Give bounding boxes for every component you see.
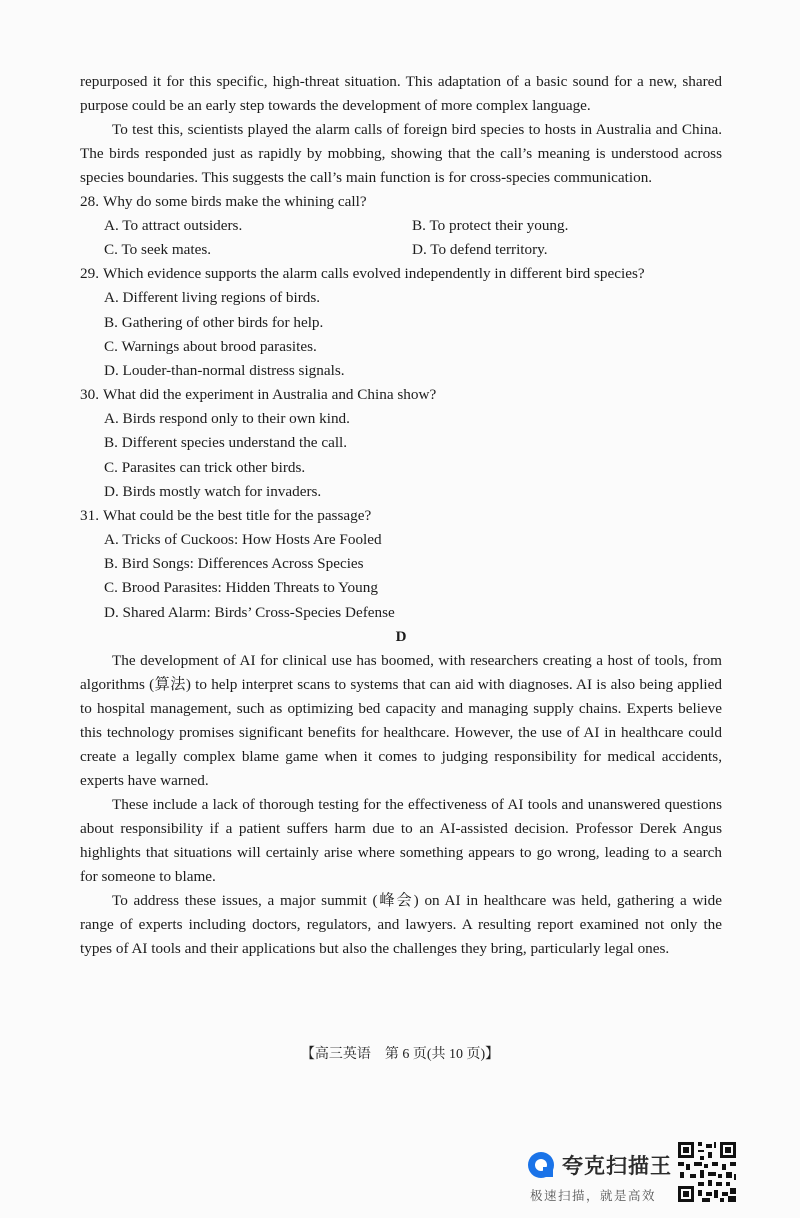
passage-c-paragraph: To test this, scientists played the alarm calls of foreign bird species to hosts in Australia and China. The birds responded just as rapidly by mobbing, showing that the call’s meaning is understood across species boundaries. This suggests the call’s main function is for cross-species communication.: [80, 121, 722, 186]
options: [104, 528, 722, 625]
options: [104, 407, 722, 504]
option-a: A. Birds respond only to their own kind.: [104, 410, 350, 428]
passage-d-paragraph: The development of AI for clinical use has boomed, with researchers creating a host of tools, from algorithms (算法) to help interpret scans to systems that can aid with diagnoses. AI is also being applied to hospital management, such as optimizing bed capacity and managing supply chains. Experts believe this technology promises significant benefits for healthcare. However, the use of AI in healthcare could create a legally complex blame game when it comes to judging responsibility for medical accidents, experts have warned.: [80, 651, 722, 789]
option-a: A. Different living regions of birds.: [104, 289, 321, 307]
qr-code-icon: [676, 1140, 738, 1204]
options: [104, 286, 722, 383]
passage-d-paragraph: To address these issues, a major summit (峰会) on AI in healthcare was held, gathering a wide range of experts including doctors, regulators, and lawyers. A resulting report examined not only the types of AI tools and their applications but also the challenges they bring, particularly legal ones.: [80, 891, 722, 957]
watermark-slogan: 极速扫描，就是高效: [530, 1188, 657, 1203]
question-29: [80, 262, 722, 383]
option-a: A. To attract outsiders.: [104, 217, 243, 234]
question-number: 28.: [80, 193, 99, 210]
question-stem: What could be the best title for the passage?: [102, 507, 372, 525]
section-heading-d: D: [395, 628, 407, 645]
question-number: 30.: [80, 386, 99, 404]
question-stem: What did the experiment in Australia and China show?: [102, 386, 437, 404]
passage-c-paragraph: repurposed it for this specific, high-threat situation. This adaptation of a basic sound for a new, shared purpose could be an early step towards the development of more complex language.: [80, 73, 722, 114]
option-d: D. Birds mostly watch for invaders.: [104, 482, 322, 500]
option-c: C. Brood Parasites: Hidden Threats to Young: [104, 579, 378, 597]
question-number: 31.: [80, 507, 99, 525]
option-d: D. To defend territory.: [412, 241, 548, 259]
option-d: D. Shared Alarm: Birds’ Cross-Species Defense: [104, 603, 395, 621]
question-number: 29.: [80, 265, 99, 283]
scanner-watermark: [524, 1140, 744, 1210]
option-b: B. Bird Songs: Differences Across Species: [104, 555, 364, 573]
option-c: C. Warnings about brood parasites.: [104, 337, 317, 355]
option-a: A. Tricks of Cuckoos: How Hosts Are Fooled: [104, 531, 382, 549]
options: [104, 214, 722, 262]
option-c: C. To seek mates.: [104, 241, 212, 259]
exam-page: [80, 70, 722, 961]
question-31: [80, 504, 722, 625]
passage-d-paragraph: These include a lack of thorough testing for the effectiveness of AI tools and unanswered questions about responsibility if a patient suffers harm due to an AI-assisted decision. Professor Derek Angus highlights that situations will certainly arise where something appears to go wrong, leading to a search for someone to blame.: [80, 795, 722, 885]
option-b: B. Different species understand the call.: [104, 434, 348, 452]
watermark-brand: 夸克扫描王: [562, 1154, 672, 1178]
option-b: B. Gathering of other birds for help.: [104, 313, 324, 331]
quark-logo-icon: [526, 1150, 556, 1180]
page-footer: 【高三英语 第 6 页(共 10 页)】: [300, 1047, 500, 1062]
option-d: D. Louder-than-normal distress signals.: [104, 362, 345, 380]
question-stem: Why do some birds make the whining call?: [102, 193, 367, 210]
question-28: [80, 190, 722, 262]
question-30: [80, 383, 722, 504]
option-b: B. To protect their young.: [412, 217, 569, 234]
question-stem: Which evidence supports the alarm calls evolved independently in different bird species?: [102, 265, 645, 283]
option-c: C. Parasites can trick other birds.: [104, 458, 306, 476]
